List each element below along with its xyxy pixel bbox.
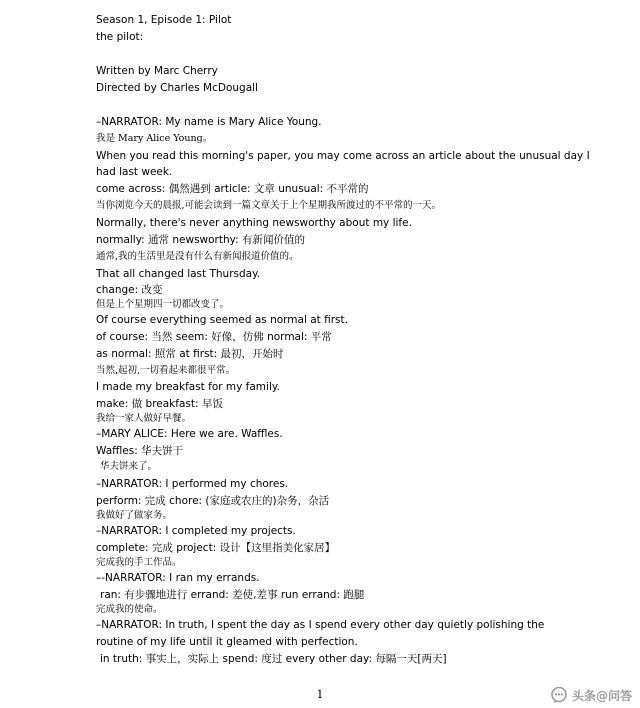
script-line: –NARRATOR: I completed my projects. xyxy=(96,525,296,537)
vocabulary-line: change: 改变 xyxy=(96,284,163,296)
script-line: –NARRATOR: My name is Mary Alice Young. xyxy=(96,116,322,128)
translation-line: 我给一家人做好早餐。 xyxy=(96,413,192,424)
vocabulary-line: perform: 完成 chore: (家庭或农庄的)杂务，杂活 xyxy=(96,495,330,507)
writer-credit: Written by Marc Cherry xyxy=(96,65,218,77)
translation-line: 当你浏览今天的晨报,可能会读到一篇文章关于上个星期我所渡过的不平常的一天。 xyxy=(96,200,442,211)
script-line: Normally, there's never anything newsworthy about my life. xyxy=(96,217,412,229)
translation-line: 我是 Mary Alice Young。 xyxy=(96,133,213,144)
script-line: I made my breakfast for my family. xyxy=(96,381,280,393)
watermark-text: 头条@问答 xyxy=(571,688,632,703)
vocabulary-line: of course: 当然 seem: 好像，仿佛 normal: 平常 xyxy=(96,331,332,343)
script-line: –NARRATOR: In truth, I spent the day as I spend every other day quietly polishing the xyxy=(96,619,545,631)
vocabulary-line: as normal: 照常 at first: 最初，开始时 xyxy=(96,348,284,360)
script-line: routine of my life until it gleamed with perfection. xyxy=(96,636,358,648)
translation-line: 通常,我的生活里是没有什么有新闻报道价值的。 xyxy=(96,251,299,262)
script-line: When you read this morning's paper, you may come across an article about the unusual day I xyxy=(96,150,590,162)
episode-title: Season 1, Episode 1: Pilot xyxy=(96,14,232,26)
script-line: Of course everything seemed as normal at first. xyxy=(96,314,348,326)
translation-line: 完成我的手工作品。 xyxy=(96,557,182,568)
script-line: had last week. xyxy=(96,166,173,178)
vocabulary-line: ran: 有步骤地进行 errand: 差使,差事 run errand: 跑腿 xyxy=(100,589,365,601)
script-line: –-NARRATOR: I ran my errands. xyxy=(96,572,260,584)
vocabulary-line: make: 做 breakfast: 早饭 xyxy=(96,398,223,410)
speech-bubble-icon xyxy=(550,686,568,704)
vocabulary-line: complete: 完成 project: 设计【这里指美化家居】 xyxy=(96,542,336,554)
subtitle: the pilot: xyxy=(96,31,144,43)
vocabulary-line: come across: 偶然遇到 article: 文章 unusual: 不平常的 xyxy=(96,183,369,195)
script-line: That all changed last Thursday. xyxy=(96,268,261,280)
translation-line: 当然,起初,一切看起来都很平常。 xyxy=(96,365,236,376)
director-credit: Directed by Charles McDougall xyxy=(96,82,258,94)
vocabulary-line: Waffles: 华夫饼干 xyxy=(96,445,184,457)
script-line: –MARY ALICE: Here we are. Waffles. xyxy=(96,428,283,440)
translation-line: 华夫饼来了。 xyxy=(100,461,158,472)
translation-line: 完成我的使命。 xyxy=(96,604,163,615)
translation-line: 但是上个星期四一切都改变了。 xyxy=(96,299,230,310)
watermark xyxy=(550,686,632,704)
page-number: 1 xyxy=(316,688,324,701)
script-line: –NARRATOR: I performed my chores. xyxy=(96,478,289,490)
translation-line: 我做好了做家务。 xyxy=(96,510,173,521)
vocabulary-line: normally: 通常 newsworthy: 有新闻价值的 xyxy=(96,234,305,246)
vocabulary-line: in truth: 事实上，实际上 spend: 度过 every other day: 每隔一天[两天] xyxy=(100,653,447,665)
